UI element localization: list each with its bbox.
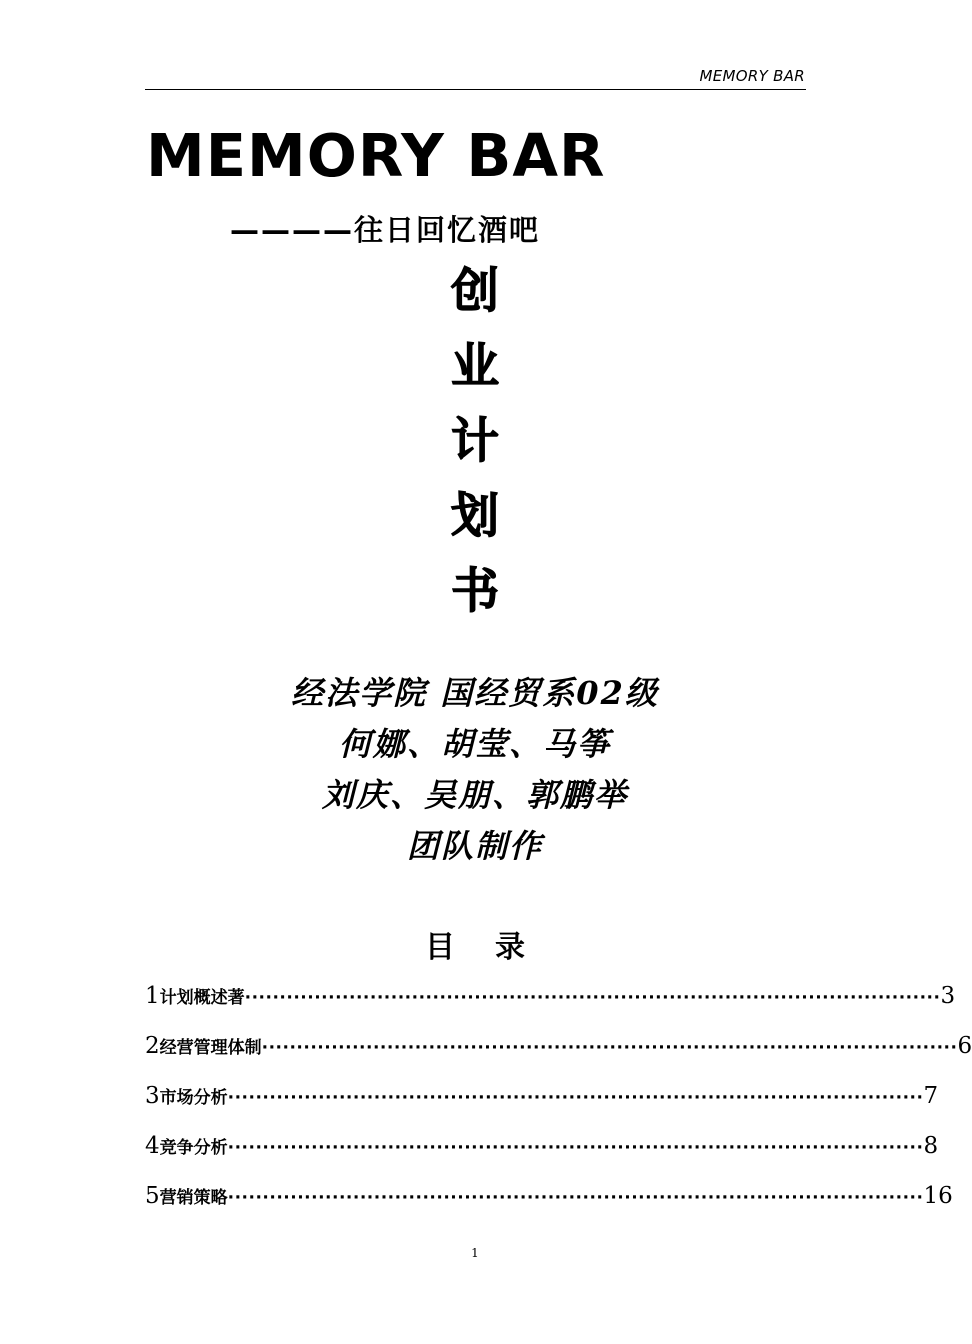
- toc-entry-page: 8: [923, 1133, 939, 1159]
- toc-entry[interactable]: [145, 1178, 953, 1228]
- toc-entry-number: 1: [145, 983, 160, 1009]
- running-header: MEMORY BAR: [699, 67, 805, 85]
- vertical-title-char: 创: [450, 263, 499, 319]
- toc-entry-page: 3: [940, 983, 956, 1009]
- toc-entry-number: 5: [145, 1183, 160, 1209]
- credit-authors-1: 何娜、胡莹、马筝: [338, 725, 611, 763]
- toc-entry[interactable]: [145, 1128, 939, 1178]
- vertical-title-char: 划: [450, 488, 499, 544]
- document-subtitle: ————往日回忆酒吧: [230, 213, 541, 247]
- vertical-title-char: 书: [450, 563, 499, 619]
- toc-entry-label: 经营管理体制: [159, 1038, 262, 1058]
- table-of-contents: [145, 978, 972, 1228]
- vertical-title: [0, 262, 950, 637]
- vertical-title-char: 业: [450, 338, 499, 394]
- toc-entry-page: 7: [923, 1083, 939, 1109]
- page-number: 1: [471, 1246, 479, 1260]
- toc-entry-label: 市场分析: [159, 1088, 228, 1108]
- credits-block: [0, 668, 950, 872]
- credit-team: 团队制作: [406, 827, 543, 865]
- toc-entry-page: 16: [923, 1183, 953, 1209]
- toc-leader-dots: ····································································································: [261, 1038, 958, 1058]
- document-title: MEMORY BAR: [146, 121, 606, 190]
- toc-leader-dots: ····································································································: [227, 1088, 924, 1108]
- vertical-title-char: 计: [450, 413, 499, 469]
- toc-entry-label: 营销策略: [159, 1188, 228, 1208]
- toc-entry-label: 计划概述著: [159, 988, 245, 1008]
- toc-entry-page: 6: [957, 1033, 972, 1059]
- credit-department: 经法学院 国经贸系02级: [291, 674, 659, 712]
- credit-authors-2: 刘庆、吴朋、郭鹏举: [321, 776, 628, 814]
- toc-entry[interactable]: [145, 978, 956, 1028]
- toc-entry-number: 4: [145, 1133, 160, 1159]
- toc-entry-label: 竞争分析: [159, 1138, 228, 1158]
- toc-leader-dots: ····································································································: [227, 1138, 924, 1158]
- toc-entry-number: 3: [145, 1083, 160, 1109]
- header-divider: [145, 89, 806, 90]
- toc-entry[interactable]: [145, 1078, 939, 1128]
- toc-leader-dots: ····································································································: [244, 988, 941, 1008]
- toc-entry-number: 2: [145, 1033, 160, 1059]
- toc-heading: 目录: [425, 930, 565, 965]
- toc-leader-dots: ····································································································: [227, 1188, 924, 1208]
- toc-entry[interactable]: [145, 1028, 972, 1078]
